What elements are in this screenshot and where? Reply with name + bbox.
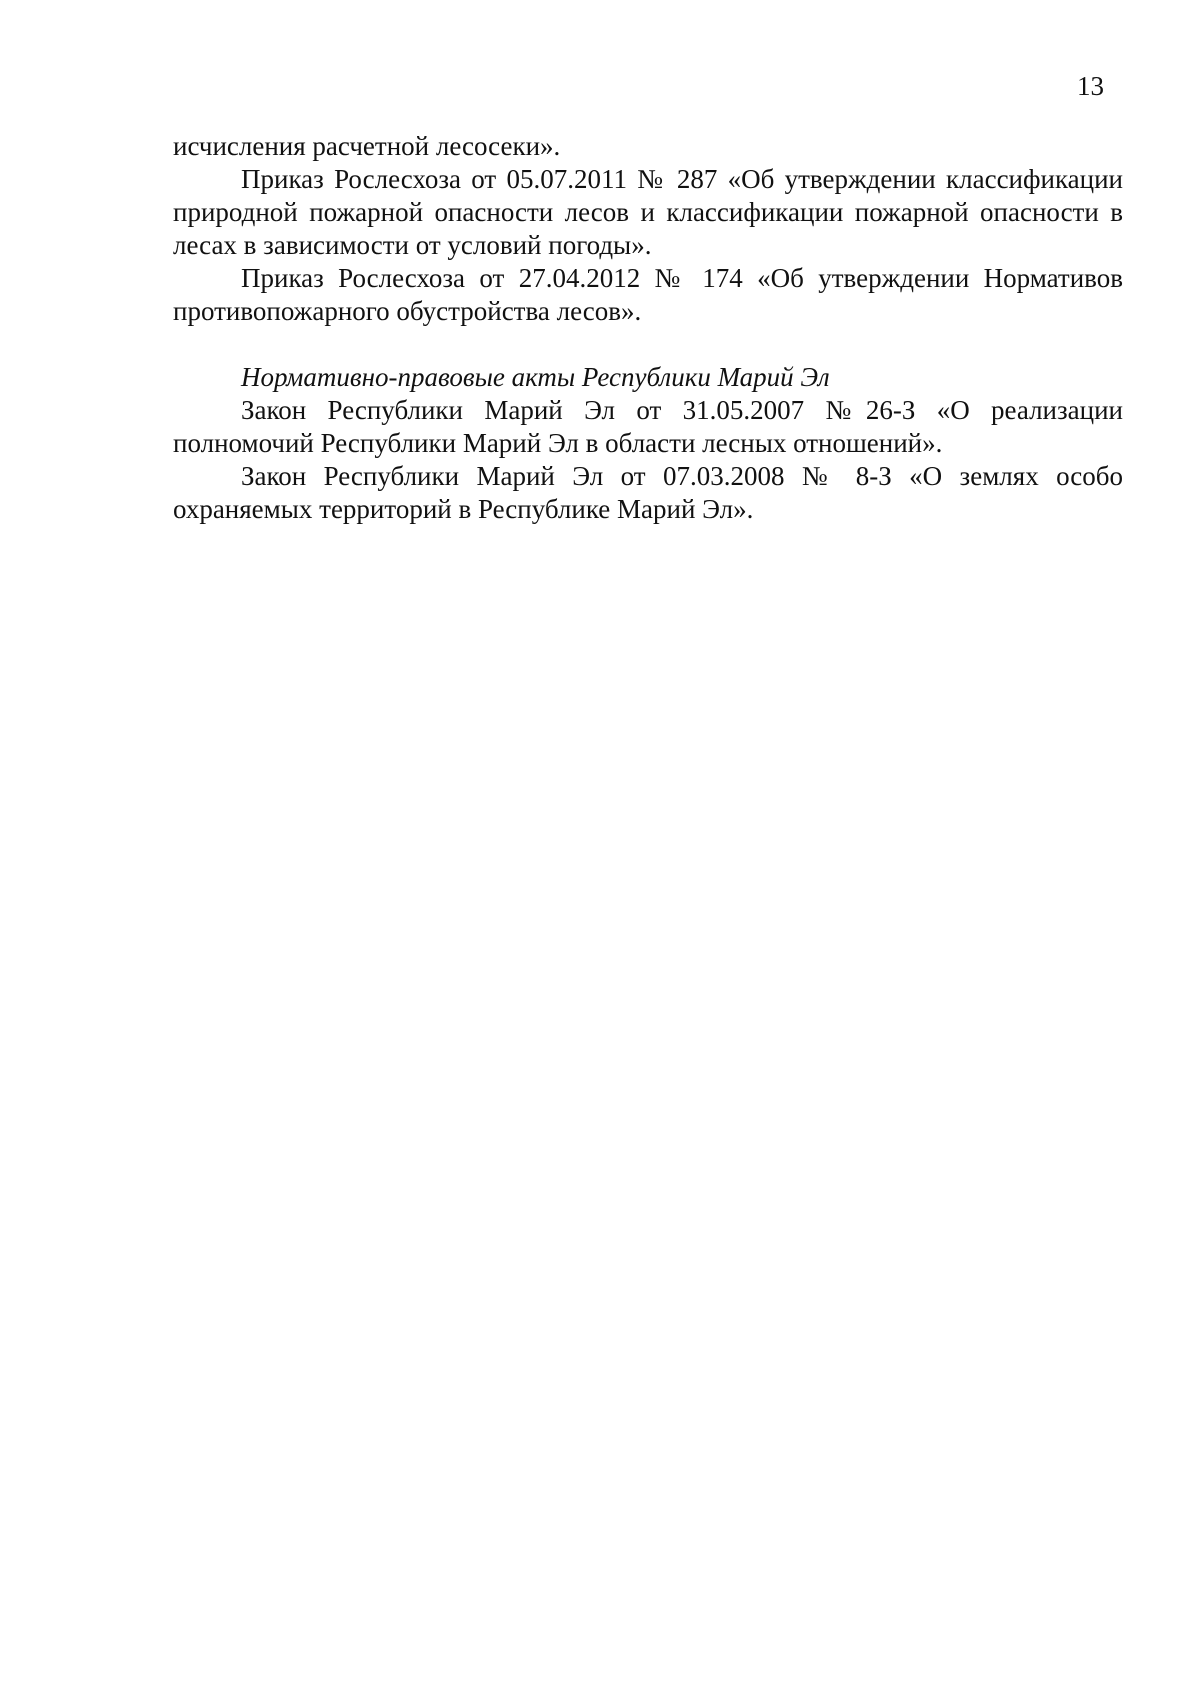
document-body [173, 130, 1123, 526]
paragraph-mari-el-law-26: Закон Республики Марий Эл от 31.05.2007 №26-З «О реализации полномочий Республики Марий Эл в области лесных отношений». [173, 395, 1123, 458]
paragraph-rosleshoz-order-174: Приказ Рослесхоза от 27.04.2012 № 174 «Об утверждении Нормативов противопожарного обустройства лесов». [173, 263, 1123, 326]
section-heading: Нормативно-правовые акты Республики Марий Эл [241, 362, 830, 392]
paragraph-rosleshoz-order-287: Приказ Рослесхоза от 05.07.2011 № 287 «Об утверждении классификации природной пожарной опасности лесов и классификации пожарной опасности в лесах в зависимости от условий погоды». [173, 164, 1123, 260]
paragraph-mari-el-law-8: Закон Республики Марий Эл от 07.03.2008 № 8-З «О землях особо охраняемых территорий в Республике Марий Эл». [173, 461, 1123, 524]
paragraph-continuation: исчисления расчетной лесосеки». [173, 131, 561, 161]
page-number: 13 [1077, 71, 1104, 101]
